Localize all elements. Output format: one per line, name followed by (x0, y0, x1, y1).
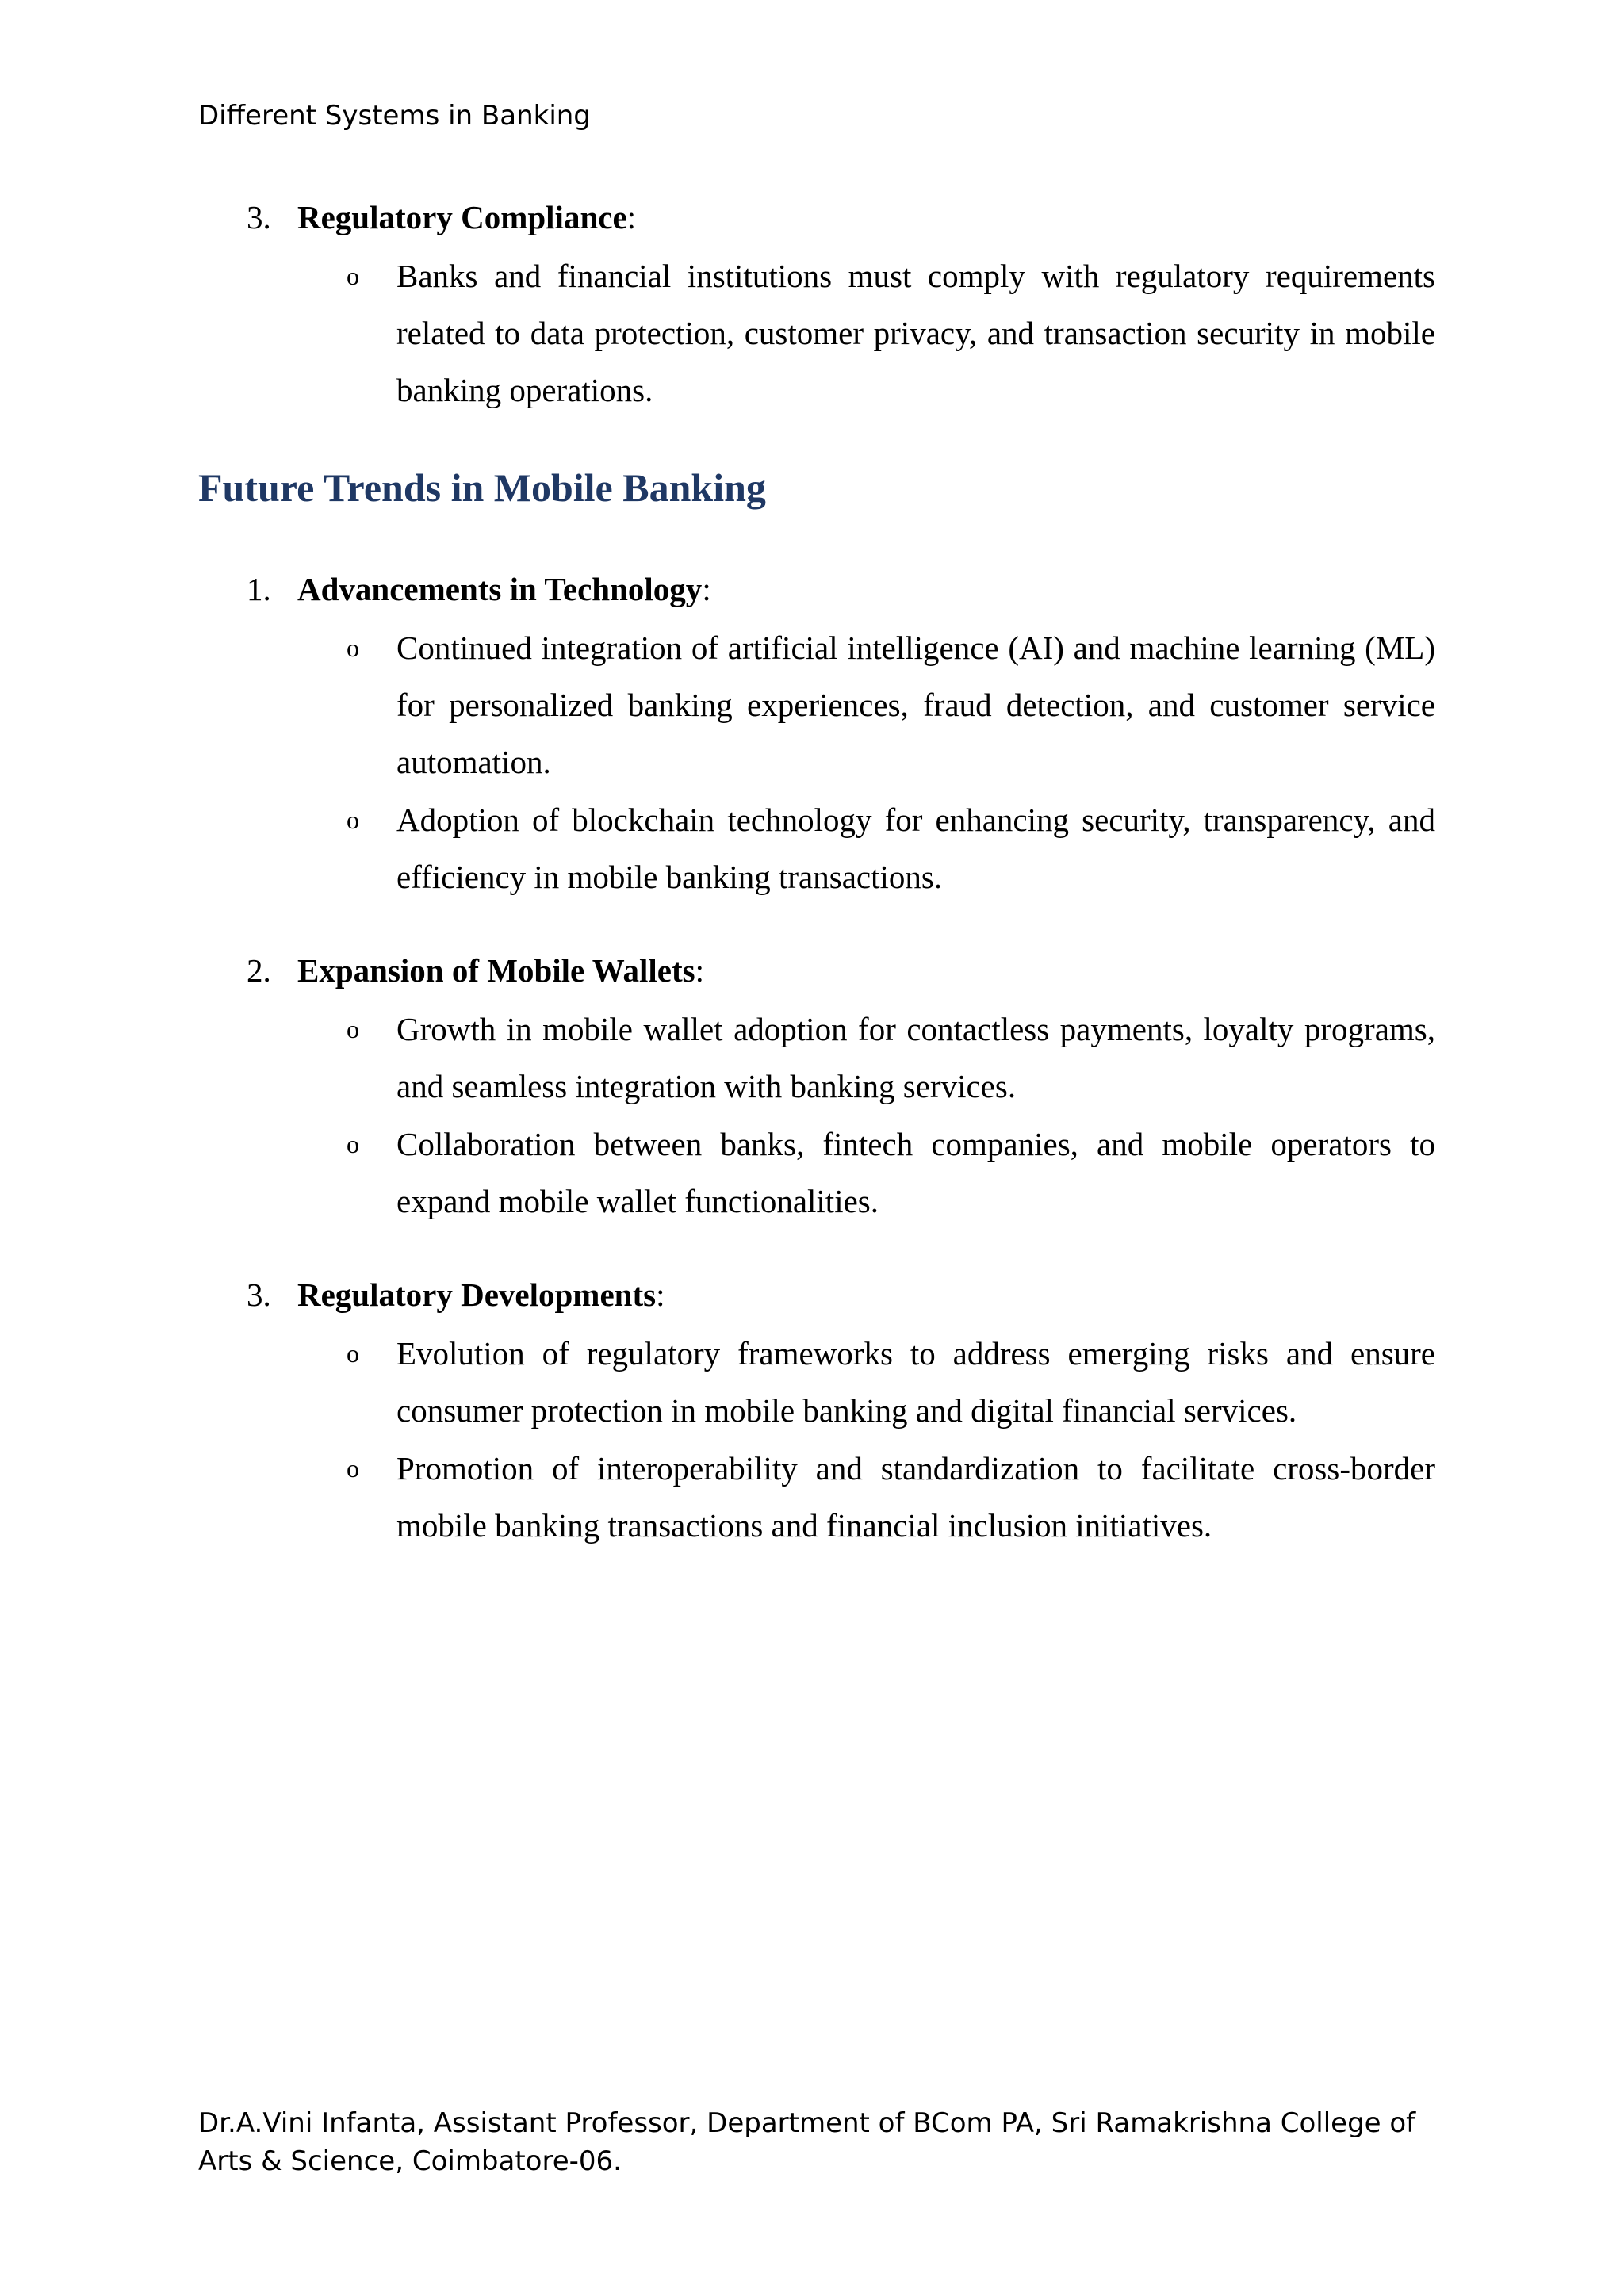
list-item-title: Expansion of Mobile Wallets (297, 952, 695, 989)
list-item-title-line: Regulatory Developments: (297, 1276, 665, 1313)
bullet-text: Growth in mobile wallet adoption for contactless payments, loyalty programs, and seamless integration with banking services. (396, 1011, 1435, 1104)
list-item-number: 2. (247, 952, 271, 989)
running-header: Different Systems in Banking (198, 100, 591, 132)
bullet-marker: o (347, 806, 359, 834)
bullet-text: Collaboration between banks, fintech companies, and mobile operators to expand mobile wallet functionalities. (396, 1126, 1435, 1219)
bullet-text: Adoption of blockchain technology for enhancing security, transparency, and efficiency in mobile banking transactions. (396, 802, 1435, 895)
bullet-marker: o (347, 262, 359, 290)
page-footer: Dr.A.Vini Infanta, Assistant Professor, Department of BCom PA, Sri Ramakrishna College of Arts & Science, Coimbatore-06. (198, 2107, 1416, 2177)
bullet-marker: o (347, 1015, 359, 1043)
bullet-marker: o (347, 1130, 359, 1158)
list-item-title: Regulatory Compliance (297, 199, 627, 235)
bullet-text: Continued integration of artificial intelligence (AI) and machine learning (ML) for personalized banking experiences, fraud detection, and customer service automation. (396, 629, 1435, 780)
list-item-title-line: Advancements in Technology: (297, 571, 711, 607)
bullet-marker: o (347, 1454, 359, 1483)
list-item-title-line: Regulatory Compliance: (297, 199, 637, 235)
bullet-marker: o (347, 1339, 359, 1368)
list-item-number: 3. (247, 1276, 271, 1313)
list-item-number: 3. (247, 199, 271, 235)
bullet-marker: o (347, 633, 359, 662)
bullet-text: Evolution of regulatory frameworks to address emerging risks and ensure consumer protection in mobile banking and digital financial services. (396, 1335, 1435, 1429)
bullet-text: Banks and financial institutions must comply with regulatory requirements related to data protection, customer privacy, and transaction security in mobile banking operations. (396, 258, 1435, 408)
section-heading: Future Trends in Mobile Banking (198, 465, 766, 510)
list-item-title: Advancements in Technology (297, 571, 703, 607)
bullet-text: Promotion of interoperability and standardization to facilitate cross-border mobile banking transactions and financial inclusion initiatives. (396, 1450, 1435, 1544)
list-item-title-line: Expansion of Mobile Wallets: (297, 952, 704, 989)
list-item-number: 1. (247, 571, 271, 607)
list-item-title: Regulatory Developments (297, 1276, 657, 1313)
